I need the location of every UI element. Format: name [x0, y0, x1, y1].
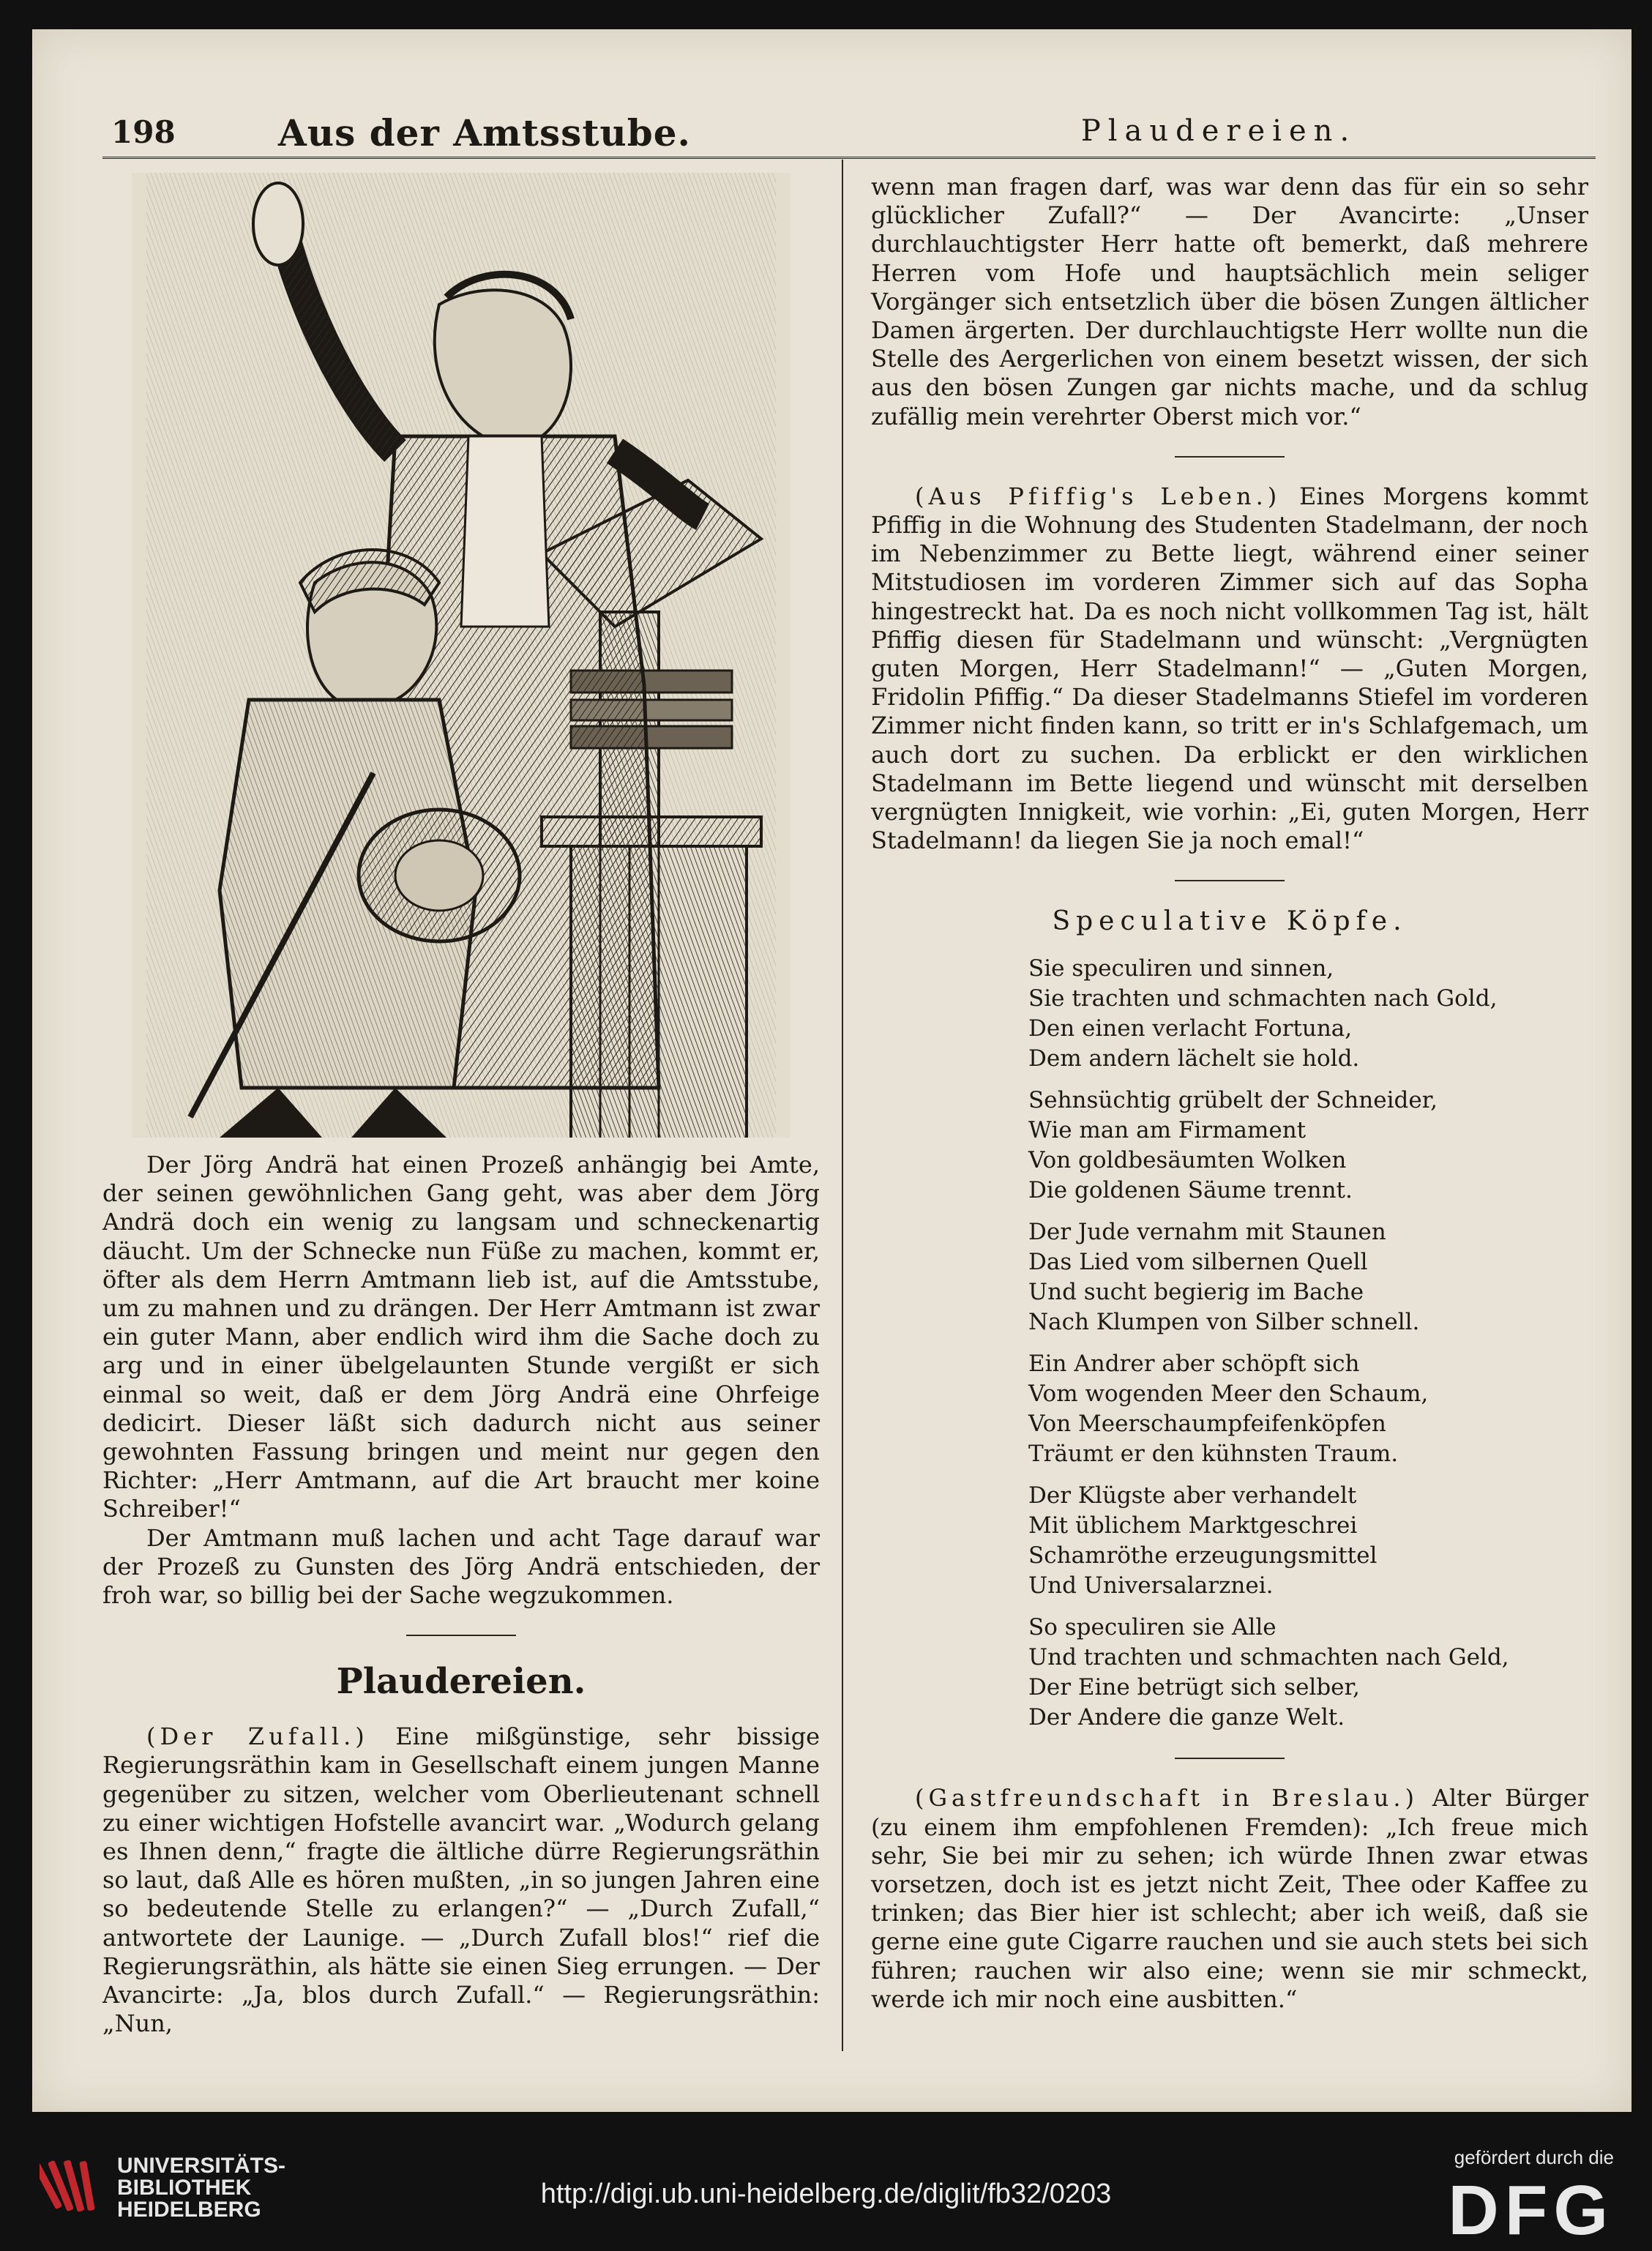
amtsstube-paragraph: Der Amtmann muß lachen und acht Tage darauf war der Prozeß zu Gunsten des Jörg Andrä entschieden, der froh war, so billig bei der Sache wegzukommen. — [102, 1523, 820, 1610]
amtsstube-paragraph: Der Jörg Andrä hat einen Prozeß anhängig bei Amte, der seinen gewöhnlichen Gang geht, was aber dem Jörg Andrä doch ein wenig zu langsam und schneckenartig däucht. Um der Schnecke nun Füße zu machen, kommt er, öfter als dem Herrn Amtmann lieb ist, auf die Amtsstube, um zu mahnen und zu drängen. Der Herr Amtmann ist zwar ein guter Mann, aber endlich wird ihm die Sache doch zu arg und in einer übelgelaunten Stunde vergißt er sich einmal so weit, daß er dem Jörg Andrä eine Ohrfeige dedicirt. Dieser läßt sich dadurch nicht aus seiner gewohnten Fassung bringen und meint nur gegen den Richter: „Herr Amtmann, auf die Art braucht mer koine Schreiber!“ — [102, 1151, 820, 1523]
anecdote-heading: (Gastfreundschaft in Breslau.) — [915, 1784, 1419, 1813]
poem-line: Wie man am Firmament — [1028, 1117, 1307, 1144]
poem-line: Der Klügste aber verhandelt — [1028, 1482, 1357, 1509]
poem-line: Sehnsüchtig grübelt der Schneider, — [1028, 1087, 1438, 1114]
poem-title: Speculative Köpfe. — [1052, 906, 1408, 937]
section-title-plaudereien: Plaudereien. — [336, 1661, 586, 1703]
poem-stanza — [1028, 1217, 1588, 1337]
poem-line: Von Meerschaumpfeifenköpfen — [1028, 1411, 1386, 1438]
right-column — [871, 173, 1588, 2014]
amtsstube-illustration — [132, 173, 791, 1138]
section-rule — [406, 1635, 516, 1636]
poem-line: Und trachten und schmachten nach Geld, — [1028, 1644, 1509, 1671]
dfg-logo: DFG — [1448, 2171, 1614, 2250]
engraving-official-and-peasant — [132, 173, 791, 1138]
poem-line: Ein Andrer aber schöpft sich — [1028, 1351, 1360, 1378]
poem-line: Träumt er den kühnsten Traum. — [1028, 1441, 1399, 1468]
poem-line: Das Lied vom silbernen Quell — [1028, 1249, 1368, 1276]
poem-line: Der Jude vernahm mit Staunen — [1028, 1219, 1386, 1246]
poem-stanza — [1028, 1349, 1588, 1469]
poem-line: Der Andere die ganze Welt. — [1028, 1704, 1345, 1731]
poem-stanza — [1028, 954, 1588, 1074]
poem-stanza — [1028, 1613, 1588, 1733]
poem-line: Und sucht begierig im Bache — [1028, 1279, 1364, 1306]
poem-line: Sie trachten und schmachten nach Gold, — [1028, 985, 1498, 1012]
poem-line: Mit üblichem Marktgeschrei — [1028, 1512, 1358, 1539]
institution-line: UNIVERSITÄTS- — [117, 2154, 286, 2178]
poem-stanza — [1028, 1086, 1588, 1206]
left-column — [102, 173, 820, 2038]
poem-line: Vom wogenden Meer den Schaum, — [1028, 1381, 1429, 1408]
poem-line: Sie speculiren und sinnen, — [1028, 955, 1334, 982]
institution-line: BIBLIOTHEK — [117, 2176, 252, 2200]
anecdote-heading: (Aus Pfiffig's Leben.) — [915, 482, 1282, 510]
anecdote-text: Eine mißgünstige, sehr bissige Regierungsräthin kam in Gesellschaft einem jungen Manne gegenüber zu sitzen, welcher vom Oberlieutenant schnell zu einer wichtigen Hofstelle avancirt war. „Wodurch gelang es Ihnen denn,“ fragte die ältliche dürre Regierungsräthin so laut, daß Alle es hören mußten, „in so jungen Jahren eine so bedeutende Stelle zu erlangen?“ — „Durch Zufall,“ antwortete der Launige. — „Durch Zufall blos!“ rief die Regierungsräthin, als hätte sie einen Sieg errungen. — Der Avancirte: „Ja, blos durch Zufall.“ — Regierungsräthin: „Nun, — [102, 1722, 820, 2038]
poem-line: Und Universalarznei. — [1028, 1572, 1274, 1599]
poem-line: Von goldbesäumten Wolken — [1028, 1147, 1347, 1174]
page-number: 198 — [111, 114, 176, 150]
anecdote-zufall — [102, 1722, 820, 2038]
anecdote-zufall-continued: wenn man fragen darf, was war denn das für ein so sehr glücklicher Zufall?“ — Der Avancirte: „Unser durchlauchtigster Herr hatte oft bemerkt, daß mehrere Herren vom Hofe und hauptsächlich mein seliger Vorgänger sich entsetzlich über die bösen Zungen ältlicher Damen ärgerten. Der durchlauchtigste Herr wollte nun die Stelle des Aergerlichen von einem besetzt wissen, der sich aus den bösen Zungen gar nichts mache, und da schlug zufällig mein verehrter Oberst mich vor.“ — [871, 173, 1588, 430]
poem-line: So speculiren sie Alle — [1028, 1614, 1277, 1641]
anecdote-text: Eines Morgens kommt Pfiffig in die Wohnung des Studenten Stadelmann, der noch im Nebenzimmer zu Bette liegt, während einer seiner Mitstudiosen im vorderen Zimmer sich auf das Sopha hingestreckt hat. Da es noch nicht vollkommen Tag ist, hält Pfiffig diesen für Stadelmann und wünscht: „Vergnügten guten Morgen, Herr Stadelmann!“ — „Guten Morgen, Fridolin Pfiffig.“ Da dieser Stadelmanns Stiefel im vorderen Zimmer nicht finden kann, so tritt er in's Schlafgemach, um auch dort zu suchen. Da erblickt er den wirklichen Stadelmann im Bette liegend und wünscht mit derselben vergnügten Innigkeit, wie vorhin: „Ei, guten Morgen, Herr Stadelmann! da liegen Sie ja noch emal!“ — [871, 482, 1589, 855]
anecdote-heading: (Der Zufall.) — [146, 1722, 369, 1751]
header-rule — [102, 157, 1596, 159]
scanned-page — [32, 29, 1632, 2112]
page-content — [102, 100, 1596, 2061]
anecdote-pfiffig — [871, 482, 1588, 856]
section-rule — [1175, 880, 1285, 881]
section-rule — [1175, 1758, 1285, 1759]
viewer-footer — [0, 2130, 1652, 2250]
funding-label: gefördert durch die — [1454, 2146, 1614, 2168]
section-rule — [1175, 456, 1285, 458]
institution-line: HEIDELBERG — [117, 2198, 261, 2222]
anecdote-gastfreundschaft — [871, 1784, 1588, 2014]
funding-notice — [1448, 2146, 1614, 2251]
poem-line: Dem andern lächelt sie hold. — [1028, 1045, 1360, 1072]
permalink-url[interactable]: http://digi.ub.uni-heidelberg.de/diglit/fb32/0203 — [540, 2179, 1112, 2209]
poem-line: Schamröthe erzeugungsmittel — [1028, 1542, 1378, 1569]
poem-line: Nach Klumpen von Silber schnell. — [1028, 1309, 1420, 1336]
anecdote-text: Alter Bürger (zu einem ihm empfohlenen Fremden): „Ich freue mich sehr, Sie bei mir zu sehen; ich würde Ihnen zwar etwas vorsetzen, doch ist es jetzt nicht Zeit, Thee oder Kaffee zu trinken; das Bier hier ist schlecht; aber ich weiß, daß sie gerne eine gute Cigarre rauchen und sie auch stets bei sich führen; rauchen wir also eine; wenn sie mir schmeckt, werde ich mir noch eine ausbitten.“ — [871, 1784, 1589, 2013]
poem-line: Der Eine betrügt sich selber, — [1028, 1674, 1360, 1701]
poem-stanza — [1028, 1481, 1588, 1601]
poem-line: Den einen verlacht Fortuna, — [1028, 1015, 1353, 1042]
running-title-left: Aus der Amtsstube. — [278, 111, 691, 154]
poem — [871, 954, 1588, 1733]
column-divider — [842, 160, 843, 2051]
poem-line: Die goldenen Säume trennt. — [1028, 1177, 1353, 1204]
running-title-right: Plaudereien. — [1080, 114, 1357, 148]
